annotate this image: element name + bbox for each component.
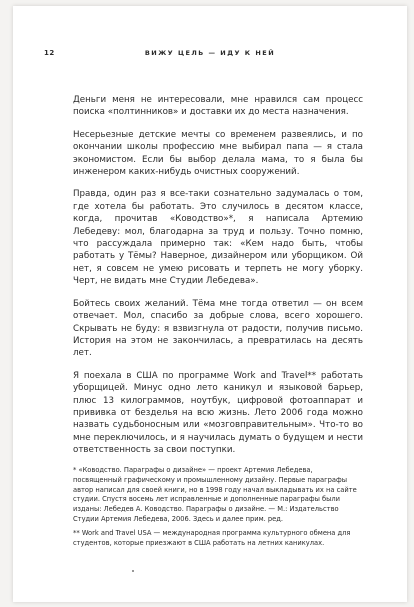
- main-text: [73, 94, 363, 467]
- footnotes: [73, 466, 363, 552]
- footnote: ** Work and Travel USA — международная программа культурного обмена для студентов, которые приезжают в США работать на летних каникулах.: [73, 528, 351, 547]
- paragraph: Деньги меня не интересовали, мне нравился сам процесс поиска «полтинников» и доставки их до места назначения.: [73, 95, 363, 118]
- page-number: 12: [44, 49, 55, 57]
- page-header: [13, 49, 407, 61]
- footnote: * «Ководство. Параграфы о дизайне» — проект Артемия Лебедева, посвященный графическому и промышленному дизайну. Первые параграфы автор написал для своей книги, но в 1998 году начал выкладывать их на сайте студии. Спустя восемь лет исправленные и дополненные параграфы были изданы: Лебедев А. Ководство. Параграфы о дизайне. — М.: Издательство Студии Артемия Лебедева, 2006. Здесь и далее прим. ред.: [73, 466, 357, 523]
- paragraph: Несерьезные детские мечты со временем развеялись, и по окончании школы профессию мне выбирал папа — я стала экономистом. Если бы выбор делала мама, то я была бы инженером каких-нибудь очистных сооружений.: [73, 129, 363, 178]
- running-title: ВИЖУ ЦЕЛЬ — ИДУ К НЕЙ: [144, 49, 276, 57]
- book-page: [13, 6, 407, 602]
- paragraph: Я поехала в США по программе Work and Travel** работать уборщицей. Минус одно лето каникул и языковой барьер, плюс 13 килограммов, ноутбук, цифровой фотоаппарат и прививка от безделья на всю жизнь. Лето 2006 года можно назвать судьбоносным или «мозговправительным». Что-то во мне переключилось, и я научилась думать о будущем и нести ответственность за свои поступки.: [73, 370, 363, 456]
- page-mark: [132, 570, 134, 572]
- paragraph: Правда, один раз я все-таки сознательно задумалась о том, где хотела бы работать. Это случилось в десятом классе, когда, прочитав «Ководство»*, я написала Артемию Лебедеву: мол, благодарна за труд и пользу. Точно помню, что рассуждала примерно так: «Кем надо быть, чтобы работать у Тёмы? Наверное, дизайнером или уборщиком. Ой нет, я совсем не умею рисовать и терпеть не могу уборку. Черт, не видать мне Студии Лебедева».: [73, 189, 363, 287]
- paragraph: Бойтесь своих желаний. Тёма мне тогда ответил — он всем отвечает. Мол, спасибо за добрые слова, всего хорошего. Скрывать не буду: я взвизгнула от радости, получив письмо. История на этом не закончилась, а превратилась на десять лет.: [73, 298, 363, 359]
